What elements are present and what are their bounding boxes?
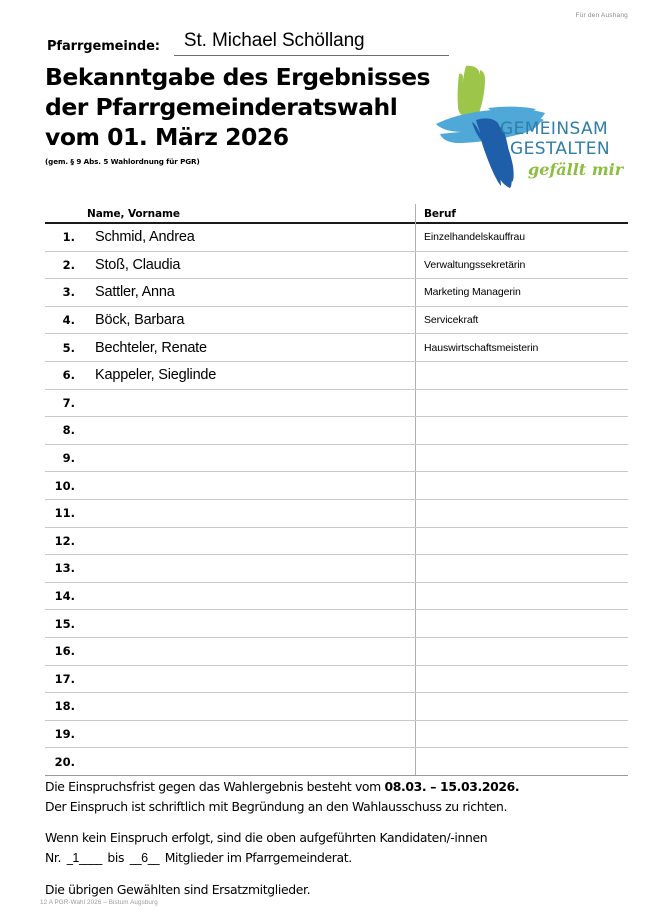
- row-number: 1.: [62, 230, 75, 245]
- logo-cross-icon: [432, 62, 632, 190]
- row-name[interactable]: Stoß, Claudia: [95, 256, 181, 273]
- row-beruf[interactable]: Verwaltungssekretärin: [424, 258, 526, 271]
- row-beruf[interactable]: Servicekraft: [424, 314, 479, 327]
- elected-paragraph: [45, 828, 620, 868]
- table-row[interactable]: [45, 417, 628, 445]
- objection-line-2: Der Einspruch ist schriftlich mit Begründung an den Wahlausschuss zu richten.: [45, 798, 508, 814]
- parish-row: [47, 30, 449, 56]
- row-number: 6.: [62, 368, 75, 383]
- gemeinsam-gestalten-logo: [432, 62, 632, 190]
- document-footer: 12 A PGR-Wahl 2026 – Bistum Augsburg: [40, 899, 158, 906]
- header-name: [79, 208, 415, 222]
- row-number: 17.: [54, 671, 75, 686]
- parish-name: St. Michael Schöllang: [183, 30, 365, 51]
- row-name[interactable]: Bechteler, Renate: [95, 339, 207, 356]
- logo-word-1: GEMEINSAM: [500, 119, 609, 139]
- row-name[interactable]: Kappeler, Sieglinde: [95, 367, 217, 384]
- objection-period: 08.03. – 15.03.2026.: [384, 779, 520, 794]
- table-header-row: [45, 204, 628, 224]
- table-row[interactable]: [45, 638, 628, 666]
- table-row[interactable]: [45, 528, 628, 556]
- title-line-3: vom 01. März 2026: [45, 123, 289, 151]
- table-row[interactable]: [45, 583, 628, 611]
- table-row[interactable]: [45, 472, 628, 500]
- table-row[interactable]: [45, 362, 628, 390]
- row-number: 10.: [54, 478, 75, 493]
- elected-from-value: 1: [72, 850, 80, 865]
- table-row[interactable]: [45, 390, 628, 418]
- elected-tail: Mitglieder im Pfarrgemeinderat.: [164, 849, 352, 865]
- table-row[interactable]: [45, 666, 628, 694]
- row-name[interactable]: Böck, Barbara: [95, 312, 185, 329]
- row-number: 2.: [62, 257, 75, 272]
- table-row[interactable]: [45, 610, 628, 638]
- parish-value-field[interactable]: [174, 30, 449, 56]
- row-name[interactable]: Sattler, Anna: [95, 284, 175, 301]
- table-row[interactable]: [45, 748, 628, 776]
- table-row[interactable]: [45, 224, 628, 252]
- header-beruf: [415, 208, 628, 222]
- row-number: 14.: [54, 589, 75, 604]
- row-beruf[interactable]: Einzelhandelskauffrau: [424, 231, 526, 244]
- table-row[interactable]: [45, 693, 628, 721]
- elected-line-2: [45, 848, 620, 869]
- row-number: 9.: [62, 451, 75, 466]
- row-number: 18.: [54, 699, 75, 714]
- table-row[interactable]: [45, 334, 628, 362]
- row-number: 19.: [54, 726, 75, 741]
- row-number: 20.: [54, 754, 75, 769]
- row-name[interactable]: Schmid, Andrea: [95, 229, 195, 246]
- title-line-1: Bekanntgabe des Ergebnisses: [45, 63, 430, 91]
- row-number: 12.: [54, 533, 75, 548]
- header-name-label: Name, Vorname: [87, 208, 180, 220]
- page-title: [45, 62, 445, 166]
- title-line-2: der Pfarrgemeinderatswahl: [45, 93, 398, 121]
- elected-from-field[interactable]: _1____: [66, 849, 102, 865]
- row-number: 4.: [62, 313, 75, 328]
- elected-to-field[interactable]: __6__: [129, 849, 160, 865]
- row-number: 11.: [54, 506, 75, 521]
- row-number: 13.: [54, 561, 75, 576]
- table-row[interactable]: [45, 721, 628, 749]
- substitutes-line: Die übrigen Gewählten sind Ersatzmitglieder.: [45, 882, 311, 897]
- nr-label: Nr.: [45, 849, 62, 865]
- aushang-note: Für den Aushang: [575, 12, 628, 19]
- logo-word-2: GESTALTEN: [510, 139, 610, 159]
- elected-to-value: 6: [141, 850, 148, 865]
- row-number: 8.: [62, 423, 75, 438]
- logo-tagline: gefällt mir: [528, 160, 624, 179]
- results-table: [45, 204, 628, 776]
- row-beruf[interactable]: Marketing Managerin: [424, 286, 521, 299]
- table-body: [45, 224, 628, 776]
- elected-line-1: Wenn kein Einspruch erfolgt, sind die oben aufgeführten Kandidaten/-innen: [45, 830, 488, 845]
- substitutes-paragraph: [45, 880, 620, 900]
- objection-line-1-text: Die Einspruchsfrist gegen das Wahlergebnis besteht vom: [45, 779, 385, 794]
- row-number: 16.: [54, 644, 75, 659]
- table-row[interactable]: [45, 445, 628, 473]
- table-row[interactable]: [45, 555, 628, 583]
- row-number: 7.: [62, 395, 75, 410]
- parish-label: Pfarrgemeinde:: [47, 39, 160, 54]
- notes-section: [45, 777, 620, 900]
- table-row[interactable]: [45, 307, 628, 335]
- table-row[interactable]: [45, 252, 628, 280]
- row-number: 15.: [54, 616, 75, 631]
- row-beruf[interactable]: Hauswirtschaftsmeisterin: [424, 341, 539, 354]
- objection-line-1: [45, 777, 620, 797]
- header-beruf-label: Beruf: [424, 208, 456, 220]
- table-row[interactable]: [45, 500, 628, 528]
- table-row[interactable]: [45, 279, 628, 307]
- bis-label: bis: [107, 849, 125, 865]
- row-number: 3.: [62, 285, 75, 300]
- objection-paragraph: [45, 777, 620, 816]
- legal-reference: (gem. § 9 Abs. 5 Wahlordnung für PGR): [45, 157, 200, 166]
- row-number: 5.: [62, 340, 75, 355]
